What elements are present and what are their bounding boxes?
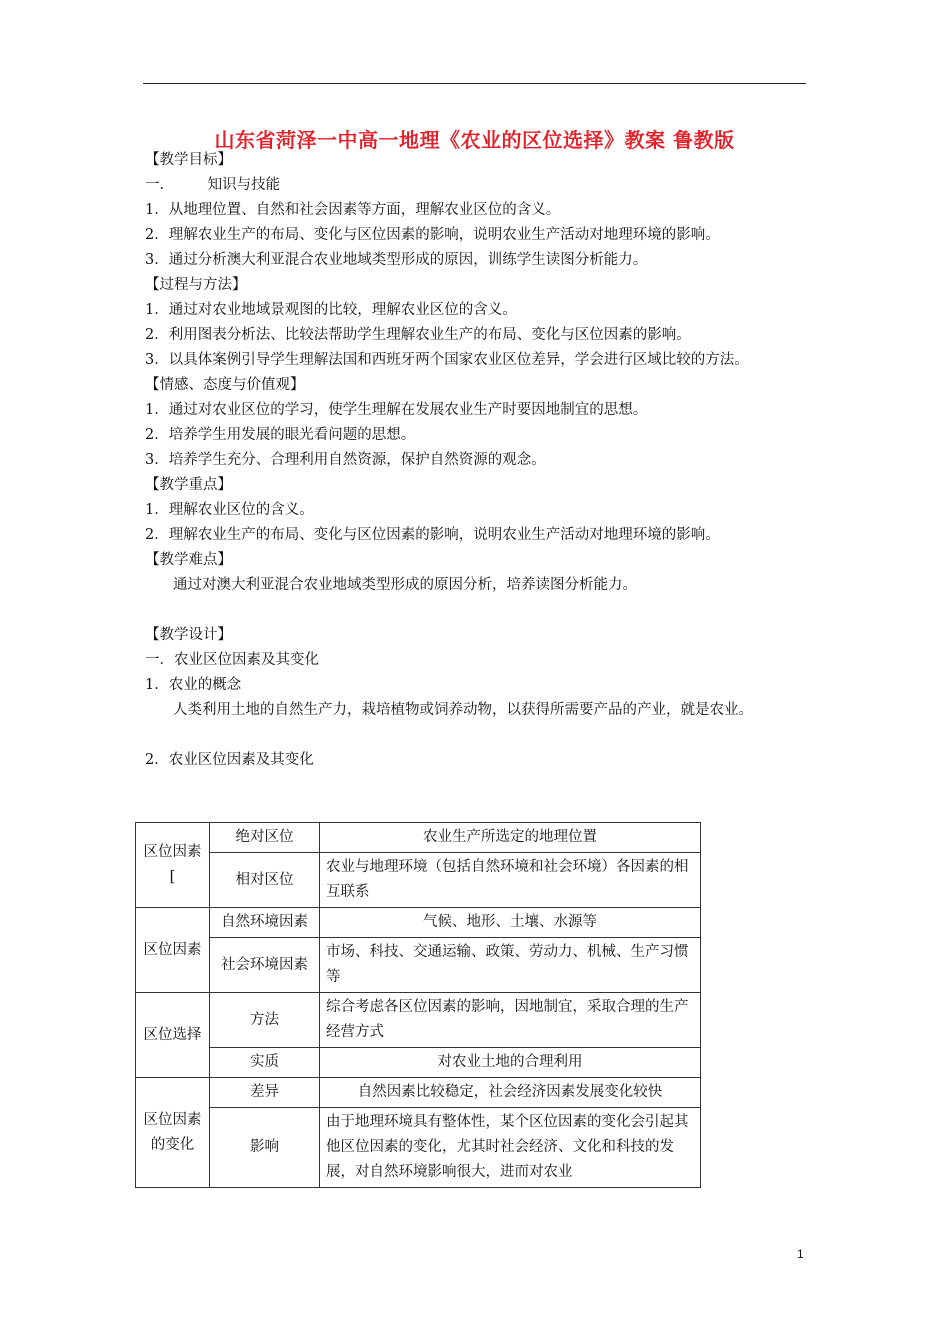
table-cell: 相对区位: [210, 853, 320, 908]
list-item: 3．培养学生充分、合理利用自然资源，保护自然资源的观念。: [145, 452, 546, 468]
table-cell: 区位选择: [136, 993, 210, 1078]
section-heading: 【过程与方法】: [145, 277, 247, 293]
table-cell: 综合考虑各区位因素的影响，因地制宜，采取合理的生产经营方式: [320, 993, 701, 1048]
spacer: [145, 723, 808, 748]
table-row: [136, 1108, 701, 1188]
list-item: 2．理解农业生产的布局、变化与区位因素的影响，说明农业生产活动对地理环境的影响。: [145, 527, 720, 543]
document-body: [145, 148, 808, 773]
subheading: 2．农业区位因素及其变化: [145, 752, 314, 768]
list-item: 1．理解农业区位的含义。: [145, 502, 314, 518]
table-cell: 区位因素的变化: [136, 1078, 210, 1188]
location-factors-table: [135, 822, 701, 1188]
table-row: [136, 1048, 701, 1078]
table-cell: 实质: [210, 1048, 320, 1078]
spacer: [145, 598, 808, 623]
section-heading: 【情感、态度与价值观】: [145, 377, 305, 393]
header-rule: [143, 83, 806, 84]
list-item: 1．通过对农业区位的学习，使学生理解在发展农业生产时要因地制宜的思想。: [145, 402, 648, 418]
table-row: [136, 1078, 701, 1108]
table-cell: 方法: [210, 993, 320, 1048]
table-cell: 影响: [210, 1108, 320, 1188]
list-item: 3．通过分析澳大利亚混合农业地域类型形成的原因，训练学生读图分析能力。: [145, 252, 648, 268]
table-cell: 自然环境因素: [210, 908, 320, 938]
table-cell: 市场、科技、交通运输、政策、劳动力、机械、生产习惯等: [320, 938, 701, 993]
table-cell: 区位因素: [136, 908, 210, 993]
table-row: [136, 853, 701, 908]
list-item: 3．以具体案例引导学生理解法国和西班牙两个国家农业区位差异，学会进行区域比较的方法。: [145, 352, 749, 368]
list-item: 2．培养学生用发展的眼光看问题的思想。: [145, 427, 416, 443]
subheading: 1．农业的概念: [145, 677, 242, 693]
table-cell: 社会环境因素: [210, 938, 320, 993]
table-cell: 区位因素[: [136, 823, 210, 908]
section-heading: 【教学重点】: [145, 477, 232, 493]
subheading: 一．农业区位因素及其变化: [145, 652, 319, 668]
table-cell: 气候、地形、土壤、水源等: [320, 908, 701, 938]
table-cell: 自然因素比较稳定，社会经济因素发展变化较快: [320, 1078, 701, 1108]
document-title: 山东省菏泽一中高一地理《农业的区位选择》教案 鲁教版: [214, 128, 735, 152]
table-cell: 差异: [210, 1078, 320, 1108]
table-row: [136, 993, 701, 1048]
table-row: [136, 938, 701, 993]
table-cell: 对农业土地的合理利用: [320, 1048, 701, 1078]
table-cell: 绝对区位: [210, 823, 320, 853]
subheading: 一. 知识与技能: [145, 177, 281, 193]
list-item: 1．从地理位置、自然和社会因素等方面，理解农业区位的含义。: [145, 202, 561, 218]
table-cell: 农业与地理环境（包括自然环境和社会环境）各因素的相互联系: [320, 853, 701, 908]
list-item: 2．利用图表分析法、比较法帮助学生理解农业生产的布局、变化与区位因素的影响。: [145, 327, 691, 343]
paragraph: 人类利用土地的自然生产力，栽培植物或饲养动物，以获得所需要产品的产业，就是农业。: [173, 702, 753, 718]
paragraph: 通过对澳大利亚混合农业地域类型形成的原因分析，培养读图分析能力。: [173, 577, 637, 593]
list-item: 2．理解农业生产的布局、变化与区位因素的影响，说明农业生产活动对地理环境的影响。: [145, 227, 720, 243]
section-heading: 【教学难点】: [145, 552, 232, 568]
table-row: [136, 823, 701, 853]
table-row: [136, 908, 701, 938]
section-heading: 【教学设计】: [145, 627, 232, 643]
list-item: 1．通过对农业地域景观图的比较，理解农业区位的含义。: [145, 302, 517, 318]
table-cell: 由于地理环境具有整体性，某个区位因素的变化会引起其他区位因素的变化，尤其时社会经济、文化和科技的发展，对自然环境影响很大，进而对农业: [320, 1108, 701, 1188]
section-heading: 【教学目标】: [145, 152, 232, 168]
table-cell: 农业生产所选定的地理位置: [320, 823, 701, 853]
page-number: 1: [797, 1247, 804, 1261]
